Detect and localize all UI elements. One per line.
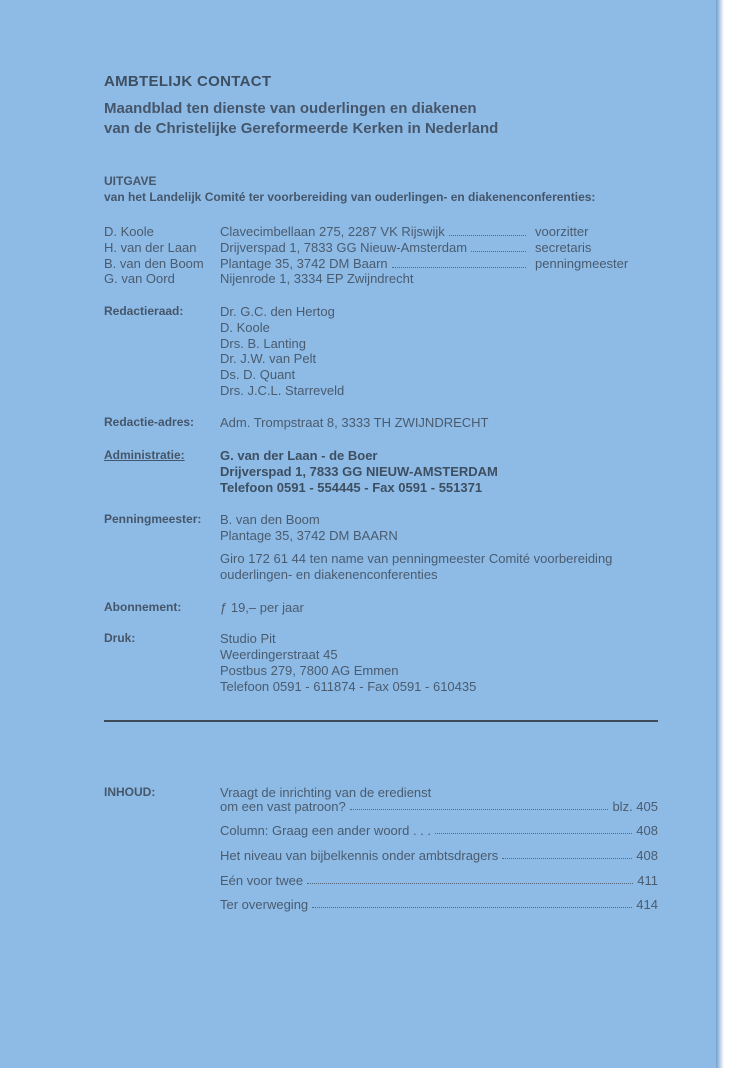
subtitle-line-1: Maandblad ten dienste van ouderlingen en diakenen: [104, 100, 477, 117]
magazine-title: AMBTELIJK CONTACT: [104, 73, 272, 90]
toc-page: 411: [637, 873, 658, 888]
committee-address: Plantage 35, 3742 DM Baarn: [220, 256, 528, 272]
redactieraad-member: Dr. G.C. den Hertog: [220, 304, 335, 319]
druk-line: Postbus 279, 7800 AG Emmen: [220, 663, 399, 678]
toc-item[interactable]: om een vast patroon? blz. 405: [220, 799, 658, 814]
toc-first-line: Vraagt de inrichting van de eredienst: [220, 785, 432, 800]
committee-address: Nijenrode 1, 3334 EP Zwijndrecht: [220, 271, 414, 286]
redactieraad-member: Drs. J.C.L. Starreveld: [220, 383, 345, 398]
druk-line: Studio Pit: [220, 631, 276, 646]
toc-item[interactable]: Het niveau van bijbelkennis onder ambtsdragers 408: [220, 848, 658, 863]
redactie-adres-label: Redactie-adres:: [104, 415, 195, 429]
administratie-phone: Telefoon 0591 - 554445 - Fax 0591 - 551371: [220, 480, 483, 495]
subtitle-line-2: van de Christelijke Gereformeerde Kerken in Nederland: [104, 120, 499, 137]
administratie-label: Administratie:: [104, 448, 185, 462]
page-edge: [716, 0, 724, 1068]
toc-item[interactable]: Eén voor twee 411: [220, 873, 658, 888]
abonnement-value: ƒ 19,– per jaar: [220, 600, 304, 615]
committee-address: Drijverspad 1, 7833 GG Nieuw-Amsterdam: [220, 240, 528, 256]
committee-name: B. van den Boom: [104, 256, 204, 271]
section-divider: [104, 720, 658, 722]
penningmeester-address: Plantage 35, 3742 DM BAARN: [220, 528, 398, 543]
toc-item[interactable]: Ter overweging 414: [220, 897, 658, 912]
giro-line-2: ouderlingen- en diakenenconferenties: [220, 567, 438, 582]
committee-name: D. Koole: [104, 224, 154, 239]
toc-item[interactable]: Column: Graag een ander woord . . . 408: [220, 823, 658, 838]
uitgave-text: van het Landelijk Comité ter voorbereiding van ouderlingen- en diakenenconferenties:: [104, 190, 596, 204]
penningmeester-label: Penningmeester:: [104, 512, 202, 526]
redactieraad-member: D. Koole: [220, 320, 270, 335]
toc-page: 408: [636, 823, 658, 838]
redactieraad-member: Ds. D. Quant: [220, 367, 296, 382]
druk-line: Weerdingerstraat 45: [220, 647, 338, 662]
toc-page: 414: [636, 897, 658, 912]
redactieraad-member: Dr. J.W. van Pelt: [220, 351, 317, 366]
uitgave-heading: UITGAVE: [104, 174, 157, 188]
giro-line-1: Giro 172 61 44 ten name van penningmeester Comité voorbereiding: [220, 551, 613, 566]
inhoud-label: INHOUD:: [104, 785, 156, 799]
committee-name: H. van der Laan: [104, 240, 197, 255]
druk-line: Telefoon 0591 - 611874 - Fax 0591 - 610435: [220, 679, 477, 694]
administratie-address: Drijverspad 1, 7833 GG NIEUW-AMSTERDAM: [220, 464, 498, 479]
toc-page: blz. 405: [612, 799, 658, 814]
redactieraad-member: Drs. B. Lanting: [220, 336, 306, 351]
committee-role: secretaris: [535, 240, 592, 255]
toc-page: 408: [636, 848, 658, 863]
committee-address: Clavecimbellaan 275, 2287 VK Rijswijk: [220, 224, 528, 240]
redactie-adres-value: Adm. Trompstraat 8, 3333 TH ZWIJNDRECHT: [220, 415, 489, 430]
druk-label: Druk:: [104, 631, 136, 645]
administratie-name: G. van der Laan - de Boer: [220, 448, 378, 463]
committee-role: voorzitter: [535, 224, 589, 239]
abonnement-label: Abonnement:: [104, 600, 182, 614]
committee-name: G. van Oord: [104, 271, 175, 286]
committee-role: penningmeester: [535, 256, 629, 271]
redactieraad-label: Redactieraad:: [104, 304, 184, 318]
penningmeester-name: B. van den Boom: [220, 512, 320, 527]
